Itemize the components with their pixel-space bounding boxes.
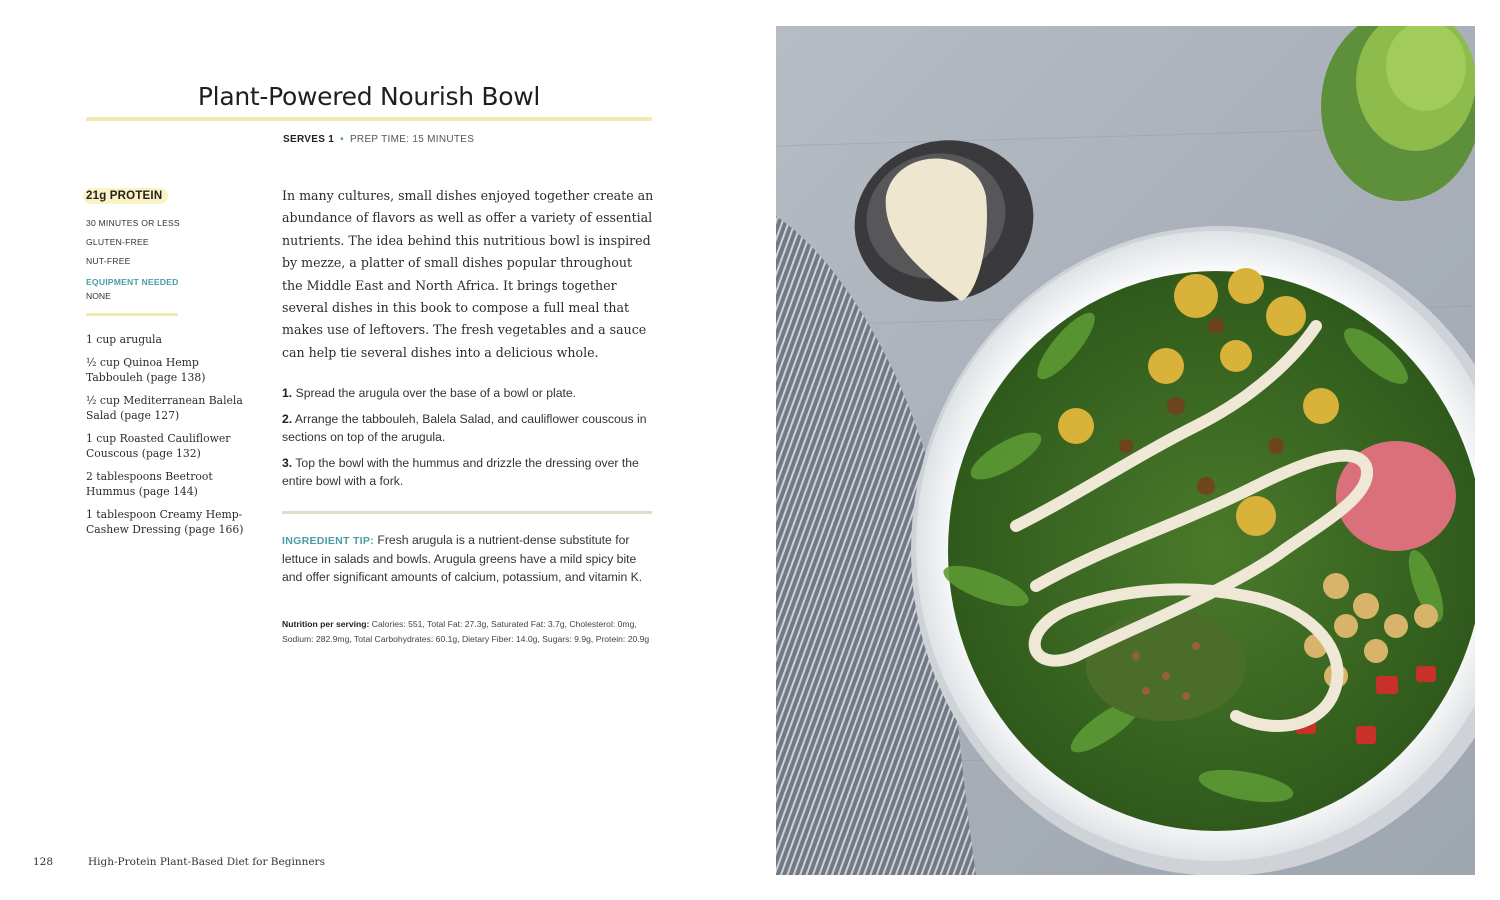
tag-30-minutes: 30 MINUTES OR LESS: [86, 218, 180, 228]
step-text: Top the bowl with the hummus and drizzle the dressing over the entire bowl with a fork.: [282, 456, 639, 488]
tip-text: Fresh arugula is a nutrient-dense substitute for lettuce in salads and bowls. Arugula greens have a mild spicy bite and offer significant amounts of calcium, potassium, and vitamin K.: [282, 533, 643, 584]
recipe-title: Plant-Powered Nourish Bowl: [197, 82, 541, 111]
steps-list: [282, 384, 654, 498]
book-title: High-Protein Plant-Based Diet for Beginners: [88, 856, 325, 868]
sidebar-divider: [86, 313, 178, 316]
recipe-intro: In many cultures, small dishes enjoyed together create an abundance of flavors as well as offer a variety of essential nutrients. The idea behind this nutritious bowl is inspired by mezze, a platter of small dishes popular throughout the Middle East and North Africa. It brings together several dishes in this book to compose a full meal that makes use of leftovers. The fresh vegetables and a sauce can help tie several dishes into a delicious whole.: [282, 188, 654, 360]
serves-line: [283, 134, 474, 145]
steps-divider: [282, 511, 652, 514]
step-item: [282, 410, 654, 446]
prep-time: PREP TIME: 15 MINUTES: [349, 134, 475, 145]
recipe-sidebar: [86, 186, 256, 545]
title-underline: [86, 117, 652, 121]
equipment-value: NONE: [86, 291, 111, 301]
nutrition-info: [282, 617, 654, 647]
nutrition-text: Calories: 551, Total Fat: 27.3g, Saturated Fat: 3.7g, Cholesterol: 0mg, Sodium: 282.9mg, Total Carbohydrates: 60.1g, Dietary Fiber: 14.0g, Sugars: 9.9g, Protein: 20.9g: [282, 619, 650, 644]
tag-nut-free: NUT-FREE: [86, 256, 131, 266]
step-item: [282, 454, 654, 490]
dressing-pitcher: [836, 120, 1051, 321]
salad-bowl: [911, 226, 1475, 875]
green-smoothie-glass: [1321, 26, 1475, 201]
nourish-bowl-illustration: [776, 26, 1475, 875]
ingredient-list: [86, 332, 256, 537]
bullet-dot-icon: •: [340, 134, 344, 145]
ingredient-item: ½ cup Mediterranean Balela Salad (page 127): [86, 394, 243, 422]
tip-label: INGREDIENT TIP:: [282, 535, 375, 547]
step-number: 2.: [282, 412, 293, 426]
ingredient-item: 1 cup arugula: [86, 333, 162, 346]
tag-gluten-free: GLUTEN-FREE: [86, 237, 149, 247]
page-number: 128: [33, 856, 54, 868]
nutrition-label: Nutrition per serving:: [282, 619, 370, 629]
ingredient-tip: [282, 531, 654, 586]
step-text: Arrange the tabbouleh, Balela Salad, and cauliflower couscous in sections on top of the arugula.: [282, 412, 647, 444]
step-text: Spread the arugula over the base of a bowl or plate.: [295, 386, 577, 400]
ingredient-item: ½ cup Quinoa Hemp Tabbouleh (page 138): [86, 356, 206, 384]
equipment-label: EQUIPMENT NEEDED: [86, 277, 179, 287]
serves-label: SERVES 1: [283, 134, 335, 145]
recipe-photo: [776, 26, 1475, 875]
step-item: [282, 384, 654, 402]
step-number: 1.: [282, 386, 293, 400]
protein-badge: 21g PROTEIN: [83, 188, 168, 204]
step-number: 3.: [282, 456, 293, 470]
ingredient-item: 2 tablespoons Beetroot Hummus (page 144): [86, 470, 213, 498]
ingredient-item: 1 cup Roasted Cauliflower Couscous (page 132): [86, 432, 231, 460]
ingredient-item: 1 tablespoon Creamy Hemp-Cashew Dressing (page 166): [86, 508, 244, 536]
